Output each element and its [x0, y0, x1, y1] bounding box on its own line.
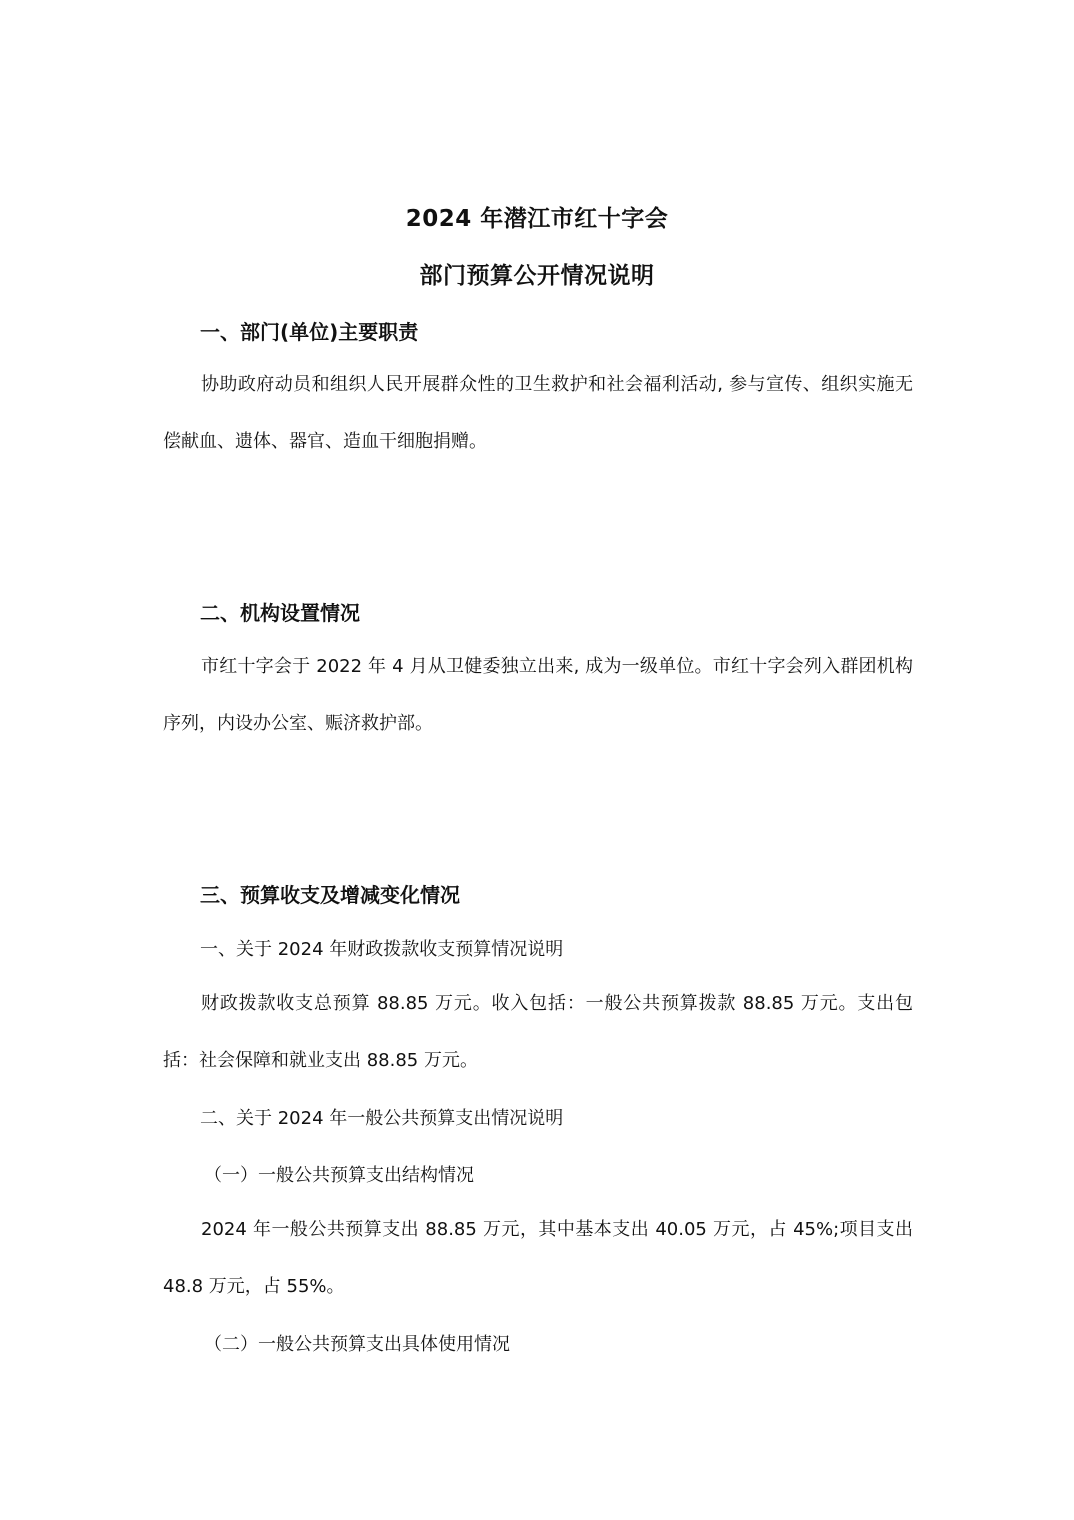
subheading-expenditure-structure: （一）一般公共预算支出结构情况 [204, 1165, 474, 1186]
section-heading-organization: 二、机构设置情况 [200, 601, 360, 625]
section-heading-budget: 三、预算收支及增减变化情况 [200, 883, 460, 907]
subheading-fiscal-appropriation: 一、关于 2024 年财政拨款收支预算情况说明 [200, 939, 564, 960]
document-title: 2024 年潜江市红十字会 [405, 206, 669, 232]
paragraph-fiscal-appropriation: 财政拨款收支总预算 88.85 万元。收入包括：一般公共预算拨款 88.85 万元。支出包括：社会保障和就业支出 88.85 万元。 [163, 993, 913, 1071]
section-heading-duties: 一、部门(单位)主要职责 [200, 320, 419, 344]
section-paragraph-duties: 协助政府动员和组织人民开展群众性的卫生救护和社会福利活动, 参与宣传、组织实施无偿献血、遗体、器官、造血干细胞捐赠。 [163, 374, 913, 452]
subheading-expenditure-usage: （二）一般公共预算支出具体使用情况 [204, 1334, 510, 1355]
document-subtitle: 部门预算公开情况说明 [419, 263, 655, 289]
subheading-general-budget: 二、关于 2024 年一般公共预算支出情况说明 [200, 1108, 564, 1129]
section-paragraph-organization: 市红十字会于 2022 年 4 月从卫健委独立出来, 成为一级单位。市红十字会列入群团机构序列，内设办公室、赈济救护部。 [163, 656, 913, 734]
paragraph-expenditure-structure: 2024 年一般公共预算支出 88.85 万元，其中基本支出 40.05 万元，占 45%;项目支出 48.8 万元，占 55%。 [163, 1219, 913, 1297]
